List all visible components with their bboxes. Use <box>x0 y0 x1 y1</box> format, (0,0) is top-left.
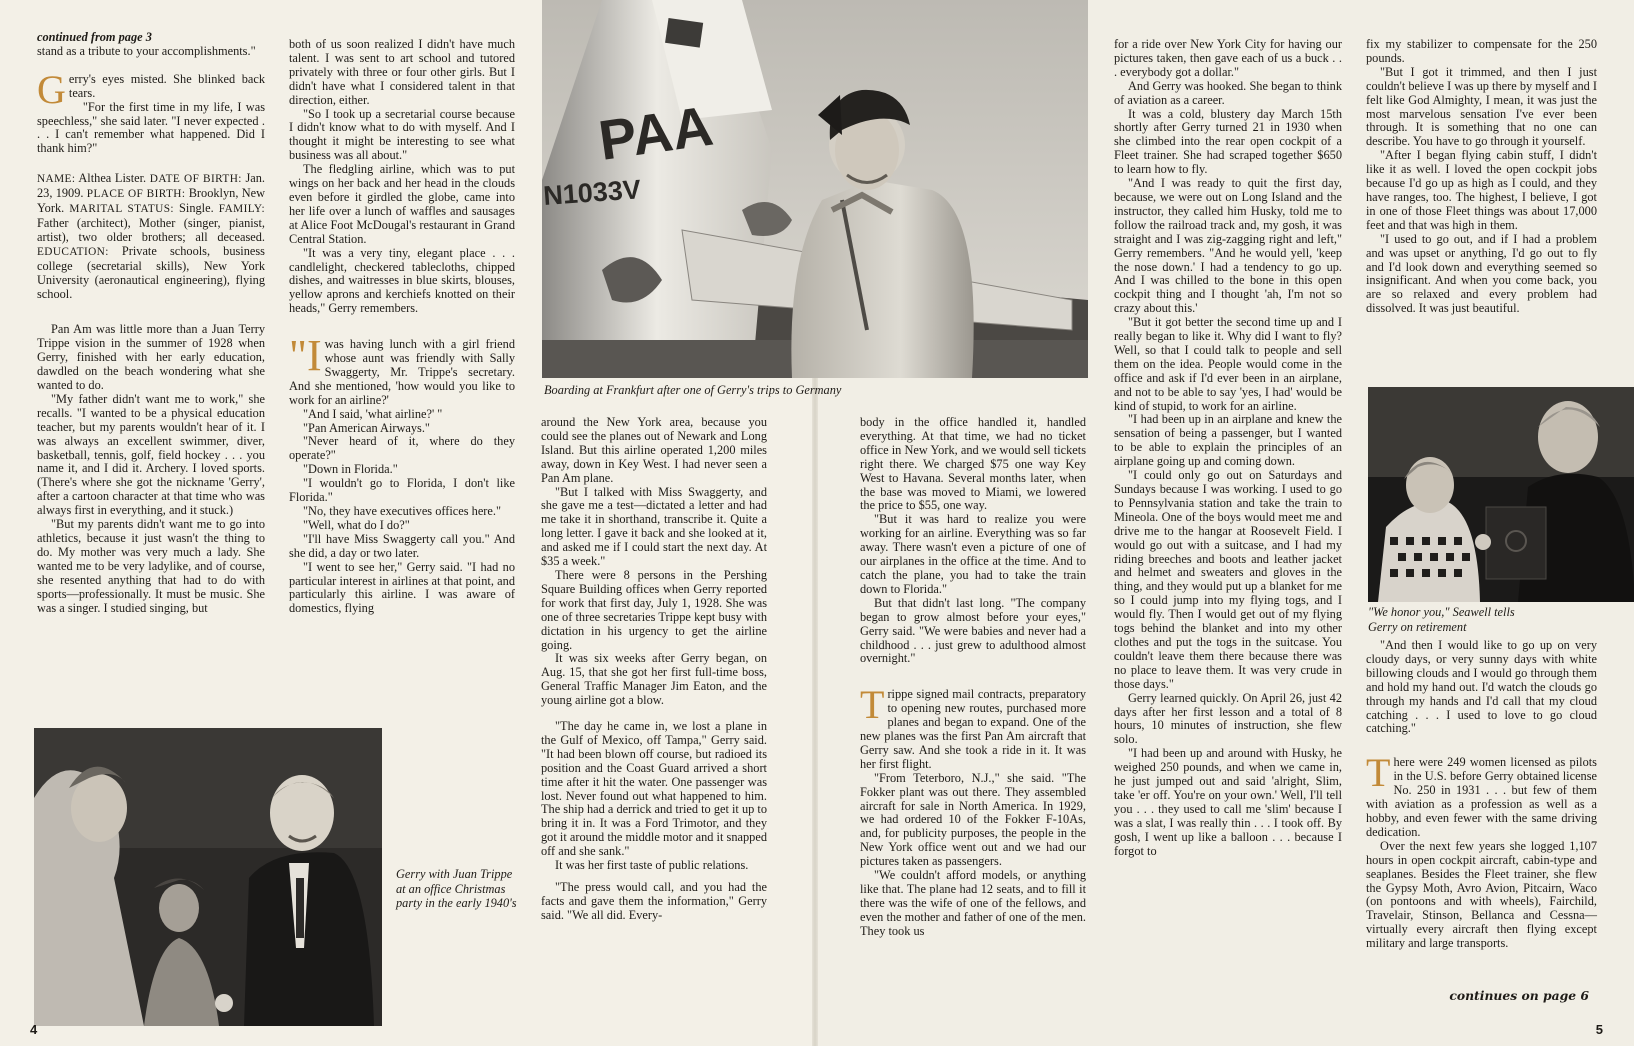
paragraph: "I'll have Miss Swaggerty call you." And she did, a day or two later. <box>289 531 515 560</box>
paragraph: "I could only go out on Saturdays and Sundays because I was working. I used to go to Pennsylvania station and take the train to Mineola. One of the boys would meet me and drive me to the hangar at Roosevelt Field. I would go out with a suitcase, and I had my riding breeches and boots and leather jacket and helmet and sweaters and gloves in the thing, and they would put up a blanket for me so I could jump into my flying togs, and I would fly. Then I would get out of my flying togs behind the blanket and into my other clothes and put the togs in the suitcase. You couldn't leave them there because there was no place to leave them. It was very crude in those days." <box>1114 468 1342 691</box>
paragraph: "We couldn't afford models, or anything like that. The plane had 12 seats, and to fill it there was the wife of one of the fellows, and even the mother and father of one of the men. They took us <box>860 868 1086 938</box>
paragraph: stand as a tribute to your accomplishments." <box>37 43 256 58</box>
bio-block: NAME: Althea Lister. DATE OF BIRTH: Jan. 23, 1909. PLACE OF BIRTH: Brooklyn, New York. MARITAL STATUS: Single. FAMILY: Father (architect), Mother (singer, pianist, artist), two older brothers; all deceased. EDUCATION: Private schools, business college (secretarial skills), New York University (aeronautical engineering), flying school. <box>37 171 266 301</box>
page-number-left: 4 <box>30 1022 38 1037</box>
paragraph: "But it was hard to realize you were working for an airline. Everything was so far away. There wasn't even a picture of one of our airplanes in the office at the time. And to catch the plane, you had to take the train down to Florida." <box>860 512 1086 596</box>
paragraph: "I wouldn't go to Florida, I don't like Florida." <box>289 476 515 505</box>
column-6-top <box>1366 38 1597 316</box>
paragraph: "But my parents didn't want me to go into athletics, because it just wasn't the thing to do. My mother was very much a lady. She wanted me to be very ladylike, and of course, she resented anything that had to do with sports—professionally. It must be music. She was a singer. I studied singing, but <box>37 517 265 615</box>
drop-cap: "I <box>289 331 322 381</box>
paragraph: There were 249 women licensed as pilots in the U.S. before Gerry obtained license No. 250 in 1931 . . . but few of them with aviation as a profession as well as a hobby, and even fewer with the same driving dedication. <box>1366 750 1597 839</box>
flag-icon <box>665 18 703 48</box>
paragraph: "I had been up and around with Husky, he weighed 250 pounds, and when we came in, he just jumped out and said 'alright, Slim, take 'er off. You're on your own.' Well, I'll tell you . . . they used to call me 'slim' because I was a slat, I was really thin . . . I took off. By gosh, I went up like a balloon . . . because I forgot to <box>1114 746 1342 858</box>
paragraph: "My father didn't want me to work," she recalls. "I wanted to be a physical education teacher, but my parents wouldn't hear of it. I was always an excellent swimmer, diver, basketball, tennis, golf, field hockey . . . you name it, and I did it. Archery. I loved sports. (There's where she got the nickname 'Gerry', after a cartoon character at that time who was always first in everything, and it stuck.) <box>37 391 265 518</box>
paragraph: "The day he came in, we lost a plane in the Gulf of Mexico, off Tampa," Gerry said. "It had been blown off course, but radioed its position and the Coast Guard arrived a short time after it hit the water. One passenger was lost. Never found out what happened to him. The ship had a derrick and tried to get it up to bring it in. It was a Ford Trimotor, and they got it around the middle motor and it snapped off and she sank." <box>541 719 767 859</box>
paragraph: "From Teterboro, N.J.," she said. "The Fokker plant was out there. They assembled aircraft for sale in North America. In 1929, we had ordered 10 of the Fokker F-10As, and, for publicity purposes, the people in the New York office went out and we had our pictures taken as passengers. <box>860 770 1086 869</box>
paragraph: "The press would call, and you had the facts and gave them the information," Gerry said. "We all did. Every- <box>541 880 767 922</box>
caption-plane: Boarding at Frankfurt after one of Gerry's trips to Germany <box>544 383 842 397</box>
paragraph: "But I got it trimmed, and then I just couldn't believe I was up there by myself and I felt like God Almighty, I mean, it was just the most marvelous sensation I've ever been through. It is something that no one can describe. You have to go through it yourself. <box>1366 64 1597 149</box>
plane-photo-svg <box>542 0 1088 378</box>
party-photo-svg <box>34 728 382 1026</box>
paragraph: "Well, what do I do?" <box>303 517 410 532</box>
paragraph: The fledgling airline, which was to put wings on her back and her head in the clouds even before it girdled the globe, came into her life over a lunch of waffles and sausages at Alice Foot McDougal's restaurant in Grand Central Station. <box>289 162 515 246</box>
continues-on: continues on page 6 <box>1449 988 1589 1003</box>
column-5 <box>1114 38 1342 858</box>
drop-cap: T <box>1366 750 1391 796</box>
paragraph: "Down in Florida." <box>303 462 398 477</box>
paragraph: It was a cold, blustery day March 15th shortly after Gerry turned 21 in 1930 when she climbed into the rear open cockpit of a Fleet trainer. She had scraped together $650 to learn how to fly. <box>1114 106 1342 177</box>
paragraph: "I used to go out, and if I had a problem and was upset or anything, I'd go out to fly and I'd look down and everything seemed so insignificant. And when you come back, you are so relaxed and every problem had dissolved. It was just beautiful. <box>1366 231 1597 316</box>
photo-christmas-party <box>34 728 382 1026</box>
paragraph: "I went to see her," Gerry said. "I had no particular interest in airlines at that point, and particularly this airline. I was aware of domestics, flying <box>289 559 515 616</box>
paragraph: "After I began flying cabin stuff, I didn't like it as well. I loved the open cockpit jobs because I'd go up as high as I could, and they have ranges, too. The highest, I believe, I got in one of those Fleet things was about 17,000 feet and that was high in them. <box>1366 148 1597 232</box>
paragraph: body in the office handled it, handled everything. At that time, we had no ticket office in New York, and we would sell tickets right there. We charged $75 one way Key West to Havana. Several months later, when the base was moved to Miami, we lowered the price to $55, one way. <box>860 415 1086 513</box>
paragraph: And Gerry was hooked. She began to think of aviation as a career. <box>1114 78 1342 107</box>
page-number-right: 5 <box>1595 1022 1603 1037</box>
paragraph: "And I was ready to quit the first day, because, we were out on Long Island and the instructor, they called him Husky, told me to follow the railroad track and, my gosh, it was straight and I was zig-zagging right and left," Gerry remembers. "And he would yell, 'keep the nose down.' I had a tendency to go up. And I was chilled to the bone in this open cockpit thing and I thought 'ah, I'm not so crazy about this.' <box>1114 176 1342 316</box>
paragraph: It was her first taste of public relations. <box>555 858 749 873</box>
paragraph: "Iwas having lunch with a girl friend whose aunt was friendly with Sally Swaggerty, Mr. Trippe's secretary. And she mentioned, 'how would you like to work for an airline?' <box>289 331 515 407</box>
paragraph: But that didn't last long. "The company began to grow almost before your eyes," Gerry said. "We were babies and never had a childhood . . . just grew to adulthood almost overnight." <box>860 595 1086 666</box>
paragraph: "Pan American Airways." <box>303 420 430 435</box>
paragraph: "No, they have executives offices here." <box>303 504 502 518</box>
paragraph: "It was a very tiny, elegant place . . . candlelight, checkered tablecloths, chipped dishes, and waitresses in blue skirts, blouses, yellow aprons and kerchiefs knotted on their heads," Gerry remembers. <box>289 245 515 316</box>
column-4 <box>860 416 1086 939</box>
paragraph: "But I talked with Miss Swaggerty, and she gave me a test—dictated a letter and had me take it in shorthand, transcribe it. Quite a long letter. I gave it back and she looked at it, and asked me if I could start the next day. At $35 a week." <box>541 484 767 569</box>
drop-cap: G <box>37 66 66 112</box>
caption-party: Gerry with Juan Trippe at an office Christmas party in the early 1940's <box>396 867 517 910</box>
paragraph: Trippe signed mail contracts, preparatory to opening new routes, purchased more planes and began to expand. One of the new planes was the first Pan Am aircraft that Gerry saw. And she took a ride in it. It was her first flight. <box>860 682 1086 771</box>
photo-boarding-frankfurt <box>542 0 1088 378</box>
photo-retirement <box>1368 387 1634 602</box>
paragraph: both of us soon realized I didn't have much talent. I was sent to art school and tutored privately with three or four other girls. But I didn't have what I considered talent in that direction, either. <box>289 37 515 107</box>
paragraph: "Never heard of it, where do they operate?" <box>289 434 515 463</box>
paragraph: around the New York area, because you could see the planes out of Newark and Long Island. But this airline operated 1,200 miles away, down in Key West. I had never seen a Pan Am plane. <box>541 415 767 485</box>
retirement-photo-svg <box>1368 387 1634 602</box>
paragraph: "I had been up in an airplane and knew the sensation of being a passenger, but I wanted to be able to explain the principles of an airplane going up and coming down. <box>1114 412 1342 469</box>
paragraph: There were 8 persons in the Pershing Square Building offices when Gerry reported for work that first day, July 1, 1928. She was one of three secretaries Trippe kept busy with dictation in his urgency to get the airline going. <box>541 567 767 652</box>
plane-tail-letters: PAA <box>594 93 717 172</box>
paragraph: Gerry learned quickly. On April 26, just 42 days after her first lesson and a total of 8 hours, 10 minutes of instruction, she flew solo. <box>1114 690 1342 747</box>
paragraph: "So I took up a secretarial course because I didn't know what to do with myself. And I thought it might be interesting to see what business was all about." <box>289 106 515 163</box>
paragraph: "But it got better the second time up and I really began to like it. Why did I want to fly? Well, so that I could talk to people and sell them on the idea. People would come in the office and ask if I'd ever been in an airplane, and not to be able to say 'yes, I had' would be kind of stupid, to work for an airline. <box>1114 315 1342 413</box>
paragraph: for a ride over New York City for having our pictures taken, then gave each of us a buck . . . everybody got a dollar." <box>1114 37 1342 79</box>
paragraph: It was six weeks after Gerry began, on Aug. 15, that she got her first full-time boss, General Traffic Manager Jim Eaton, and the young airline got a blow. <box>541 651 767 708</box>
column-6-bottom <box>1366 639 1597 951</box>
plane-registration: N1033V <box>542 174 642 211</box>
paragraph: "And I said, 'what airline?' " <box>303 406 443 421</box>
drop-cap: T <box>860 682 885 728</box>
caption-retirement: "We honor you," Seawell tells Gerry on retirement <box>1368 605 1515 634</box>
paragraph: "And then I would like to go up on very cloudy days, or very sunny days with white billowing clouds and I would go through them and hold my hand out. I'd watch the clouds go through my hands and I'd call that my cloud catching . . . I used to love to go cloud catching." <box>1366 638 1597 736</box>
column-1 <box>37 31 265 615</box>
paragraph: "For the first time in my life, I was speechless," she said later. "I never expected . . . I can't remember what happened. Did I thank him?" <box>37 99 265 156</box>
paragraph: Gerry's eyes misted. She blinked back tears. <box>37 66 265 112</box>
column-3 <box>541 416 767 923</box>
paragraph: Pan Am was little more than a Juan Terry Trippe vision in the summer of 1928 when Gerry, finished with her early education, dawdled on the beach wondering what she wanted to do. <box>37 322 265 393</box>
continued-from: continued from page 3 <box>37 30 152 44</box>
column-2 <box>289 38 515 616</box>
paragraph: Over the next few years she logged 1,107 hours in open cockpit aircraft, cabin-type and seaplanes. Besides the Fleet trainer, she flew the Gypsy Moth, Avro Avion, Pitcairn, Waco (on pontoons and with wheels), Fairchild, Travelair, Stinson, Bellanca and Cessna—virtually every aircraft then flying except military and large transports. <box>1366 838 1597 951</box>
paragraph: fix my stabilizer to compensate for the 250 pounds. <box>1366 37 1597 65</box>
